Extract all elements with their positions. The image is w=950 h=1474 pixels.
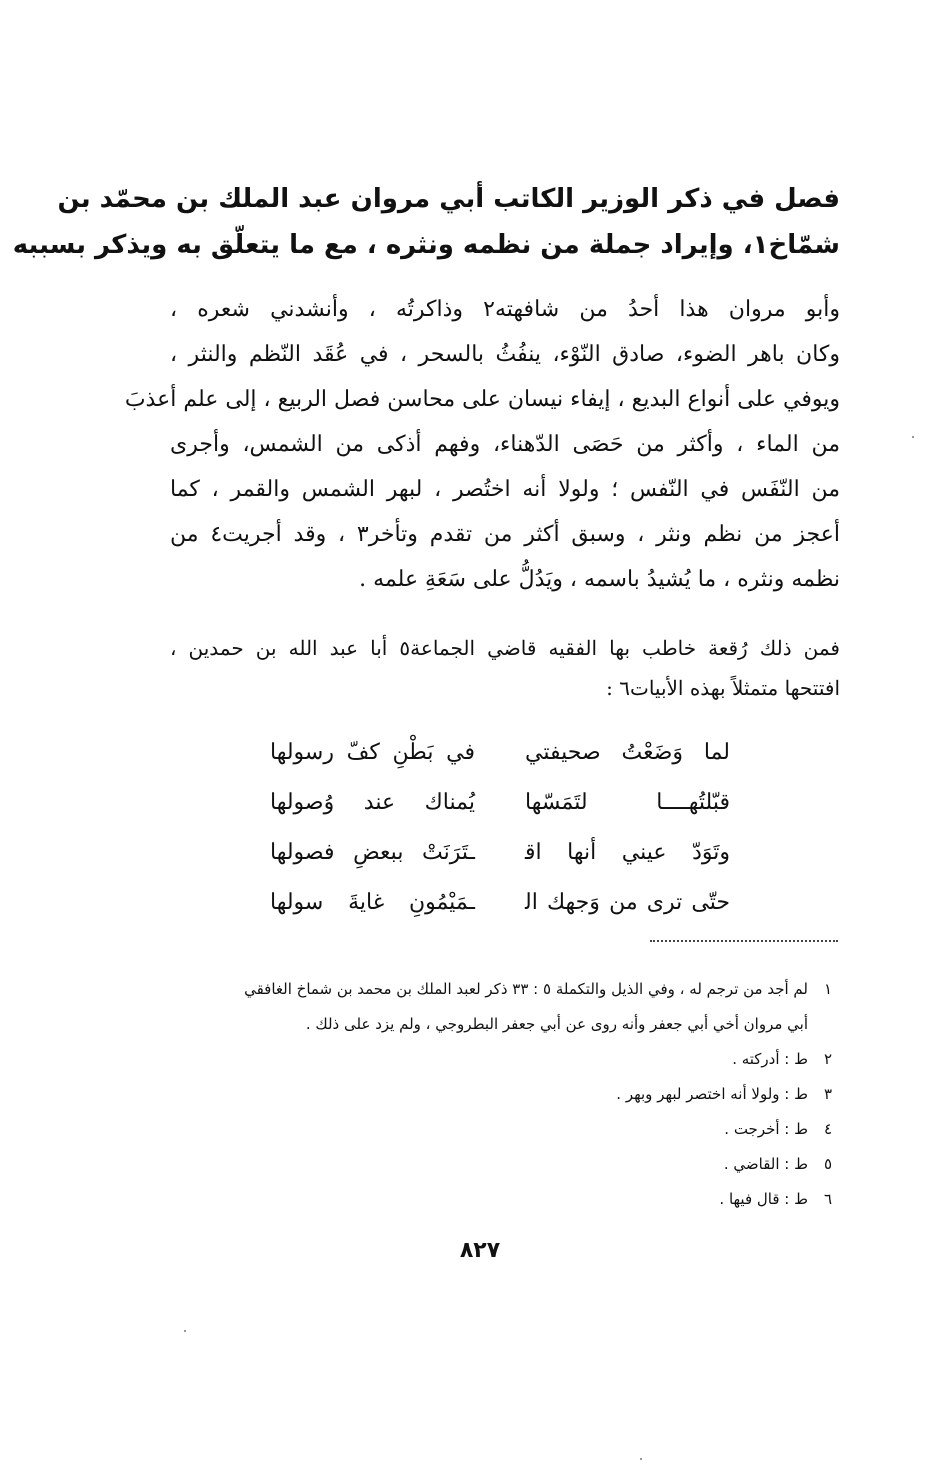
footnote-number: ١ bbox=[823, 980, 832, 998]
footnote bbox=[200, 1182, 832, 1217]
verse-second-hemistich: يُمناك عند وُصولها bbox=[270, 790, 475, 815]
text-line: من النّفَس في النّفس ؛ ولولا أنه اختُصر ، لبهر الشمس والقمر ، كما bbox=[170, 477, 840, 502]
footnote bbox=[200, 972, 832, 1007]
footnote-number: ٤ bbox=[823, 1120, 832, 1138]
footnote-continuation: أبي مروان أخي أبي جعفر وأنه روى عن أبي جعفر البطروجي ، ولم يزد على ذلك . bbox=[305, 1015, 808, 1033]
heading-line: شمّاخ١، وإيراد جملة من نظمه ونثره ، مع ما يتعلّق به ويذكر بسببه bbox=[12, 230, 840, 260]
text-line: وكان باهر الضوء، صادق النّوْء، ينفُثُ بالسحر ، في عُقَد النّظم والنثر ، bbox=[170, 342, 840, 367]
footnote-number: ٦ bbox=[823, 1190, 832, 1208]
footnote-number: ٢ bbox=[823, 1050, 832, 1068]
paragraph-intro bbox=[124, 287, 840, 602]
verse-first-hemistich: حتّى ترى من وَجهك اﻟ bbox=[525, 890, 730, 915]
verse-second-hemistich: ـمَيْمُونِ غايةَ سولها bbox=[270, 890, 475, 915]
verse-first-hemistich: قبّلتُهــــا لتَمَسّها bbox=[525, 790, 730, 815]
footnote-text: ط : أخرجت . bbox=[724, 1120, 808, 1138]
text-line: نظمه ونثره ، ما يُشيدُ باسمه ، ويَدُلُّ على سَعَةِ علمه . bbox=[359, 567, 840, 592]
footnote-text: ط : قال فيها . bbox=[719, 1190, 808, 1208]
poem-verse bbox=[270, 878, 730, 928]
page-number: ٨٢٧ bbox=[459, 1238, 501, 1263]
verse-first-hemistich: لما وَضَعْتُ صحيفتي bbox=[525, 740, 730, 765]
section-heading bbox=[12, 176, 840, 268]
poem bbox=[270, 728, 730, 928]
footnote bbox=[200, 1042, 832, 1077]
footnote-separator bbox=[650, 940, 838, 942]
footnote-text: ط : ولولا أنه اختصر لبهر وبهر . bbox=[616, 1085, 808, 1103]
footnote-text: ط : القاضي . bbox=[723, 1155, 808, 1173]
footnote-text: لم أجد من ترجم له ، وفي الذيل والتكملة ٥ : ٣٣ ذكر لعبد الملك بن محمد بن شماخ الغافقي bbox=[244, 980, 808, 998]
text-line: فمن ذلك رُقعة خاطب بها الفقيه قاضي الجماعة٥ أبا عبد الله بن حمدين ، bbox=[170, 636, 840, 660]
text-line: أعجز من نظم ونثر ، وسبق أكثر من تقدم وتأخر٣ ، وقد أجريت٤ من bbox=[170, 522, 840, 547]
heading-line: فصل في ذكر الوزير الكاتب أبي مروان عبد الملك بن محمّد بن bbox=[57, 184, 840, 214]
paper-speck bbox=[640, 1458, 642, 1460]
poem-verse bbox=[270, 728, 730, 778]
verse-second-hemistich: ـتَرَنَتْ ببعضِ فصولها bbox=[270, 840, 475, 865]
paper-speck bbox=[184, 1330, 186, 1332]
text-line: افتتحها متمثلاً بهذه الأبيات٦ : bbox=[606, 676, 840, 700]
footnote-number: ٥ bbox=[823, 1155, 832, 1173]
footnote-number: ٣ bbox=[823, 1085, 832, 1103]
footnote bbox=[200, 1112, 832, 1147]
paper-speck bbox=[912, 436, 914, 438]
poem-verse bbox=[270, 828, 730, 878]
text-line: وأبو مروان هذا أحدُ من شافهته٢ وذاكرتُه ، وأنشدني شعره ، bbox=[170, 297, 840, 322]
verse-second-hemistich: في بَطْنِ كفّ رسولها bbox=[270, 740, 475, 765]
footnotes bbox=[200, 972, 832, 1217]
poem-verse bbox=[270, 778, 730, 828]
paragraph-letter bbox=[170, 628, 840, 708]
footnote-text: ط : أدركته . bbox=[732, 1050, 808, 1068]
footnote bbox=[200, 1147, 832, 1182]
text-line: ويوفي على أنواع البديع ، إيفاء نيسان على محاسن فصل الربيع ، إلى علم أعذبَ bbox=[124, 387, 840, 412]
footnote bbox=[200, 1077, 832, 1112]
text-line: من الماء ، وأكثر من حَصَى الدّهناء، وفهم أذكى من الشمس، وأجرى bbox=[170, 432, 840, 457]
verse-first-hemistich: وتَوَدّ عيني أنها اﻗ bbox=[525, 840, 730, 865]
